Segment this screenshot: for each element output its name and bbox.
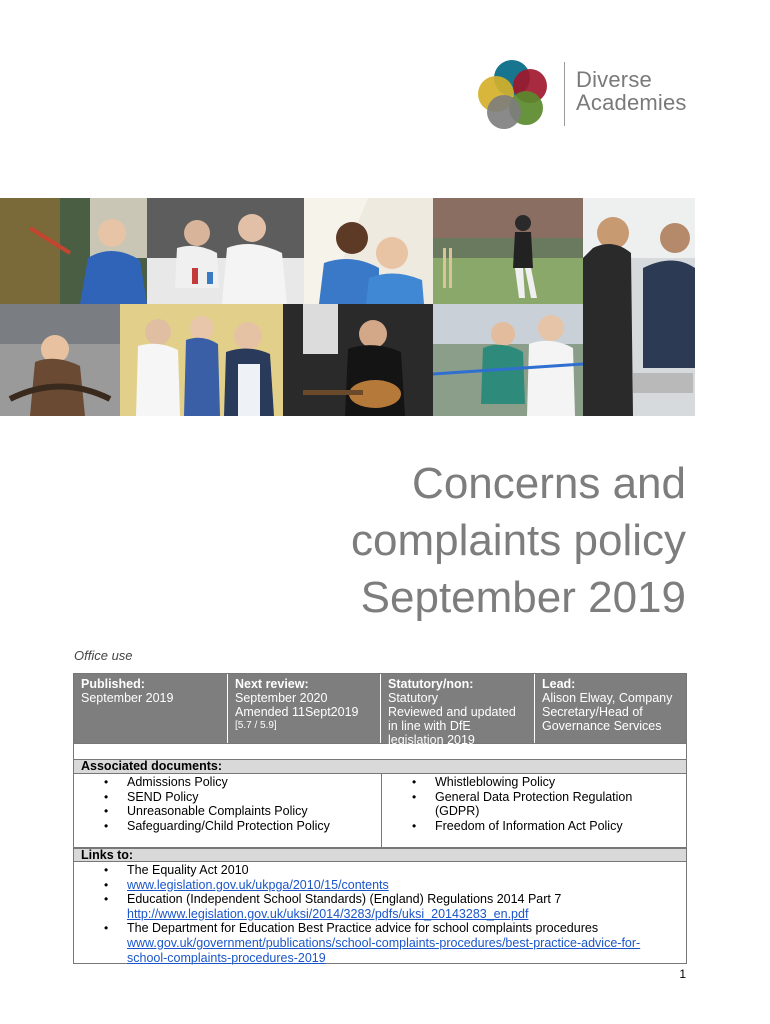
list-item: • Whistleblowing Policy <box>382 775 689 790</box>
next-review-cell <box>227 674 380 743</box>
statutory-note-3: legislation 2019 <box>388 733 475 747</box>
amended-value: Amended 11Sept2019 <box>235 705 359 719</box>
lead-value-2: Secretary/Head of <box>542 705 643 719</box>
dfe-best-practice-link[interactable] <box>127 936 640 965</box>
list-item: • SEND Policy <box>74 790 381 805</box>
title-line-3: September 2019 <box>360 573 686 622</box>
girl-playing-guitar-photo <box>283 304 433 416</box>
pupils-outdoor-game-photo <box>433 304 583 416</box>
cricket-batsman-photo <box>433 198 583 304</box>
lead-value-3: Governance Services <box>542 719 662 733</box>
section-reference: [5.7 / 5.9] <box>235 720 277 731</box>
logo-wordmark <box>576 68 687 114</box>
next-review-label: Next review: <box>235 677 309 691</box>
lead-label: Lead: <box>542 677 576 691</box>
logo-line-2: Academies <box>576 90 687 115</box>
lead-cell <box>534 674 688 743</box>
logo-mark-icon <box>476 56 556 132</box>
list-item: • Unreasonable Complaints Policy <box>74 804 381 819</box>
table-spacer-row <box>73 744 687 760</box>
gdpr-line-2: (GDPR) <box>435 804 480 819</box>
list-item <box>74 892 686 921</box>
associated-documents-list <box>73 774 687 848</box>
list-item: • Freedom of Information Act Policy <box>382 819 689 834</box>
dfe-link-line-1[interactable]: www.gov.uk/government/publications/school-complaints-procedures/best-practice-advice-for- <box>127 935 641 950</box>
published-cell <box>74 674 227 743</box>
links-to-heading: Links to: <box>73 848 687 862</box>
logo-line-1: Diverse <box>576 67 652 92</box>
policy-metadata-table <box>73 673 687 747</box>
toddler-rocking-horse-photo <box>0 304 120 416</box>
document-title <box>226 455 686 626</box>
published-value: September 2019 <box>81 691 174 705</box>
smiling-pupils-tent-photo <box>304 198 433 304</box>
teacher-student-workshop-photo <box>583 198 695 416</box>
equality-act-link[interactable]: www.legislation.gov.uk/ukpga/2010/15/contents <box>127 877 389 892</box>
title-line-1: Concerns and <box>412 459 686 508</box>
child-painting-photo <box>0 198 147 304</box>
links-to-list <box>73 862 687 964</box>
title-line-2: complaints policy <box>350 516 686 565</box>
associated-documents-right <box>381 774 689 847</box>
dfe-best-practice-text: The Department for Education Best Practice advice for school complaints procedures <box>127 921 599 936</box>
associated-documents-left <box>74 774 381 847</box>
list-item: • Safeguarding/Child Protection Policy <box>74 819 381 834</box>
list-item <box>74 921 686 965</box>
diverse-academies-logo <box>476 56 706 134</box>
next-review-value: September 2020 <box>235 691 328 705</box>
statutory-note-2: in line with DfE <box>388 719 471 733</box>
statutory-cell <box>380 674 534 747</box>
list-item: • The Equality Act 2010 <box>74 863 686 878</box>
lead-value-1: Alison Elway, Company <box>542 691 673 705</box>
iss-regulations-text: Education (Independent School Standards) (England) Regulations 2014 Part 7 <box>127 892 562 907</box>
gdpr-line-1: General Data Protection Regulation <box>435 789 633 804</box>
list-item <box>74 878 686 893</box>
pupils-science-lab-photo <box>147 198 304 304</box>
statutory-note-1: Reviewed and updated <box>388 705 516 719</box>
logo-divider <box>564 62 565 126</box>
statutory-label: Statutory/non: <box>388 677 474 691</box>
photo-collage <box>0 198 695 416</box>
list-item: • Admissions Policy <box>74 775 381 790</box>
pupils-cooking-class-photo <box>120 304 283 416</box>
office-use-label: Office use <box>74 648 133 663</box>
statutory-value: Statutory <box>388 691 439 705</box>
list-item <box>382 790 689 819</box>
dfe-link-line-2[interactable]: school-complaints-procedures-2019 <box>127 950 326 965</box>
published-label: Published: <box>81 677 145 691</box>
associated-documents-heading: Associated documents: <box>73 760 687 774</box>
iss-regulations-link[interactable]: http://www.legislation.gov.uk/uksi/2014/3283/pdfs/uksi_20143283_en.pdf <box>127 906 529 921</box>
page-number: 1 <box>679 967 686 981</box>
